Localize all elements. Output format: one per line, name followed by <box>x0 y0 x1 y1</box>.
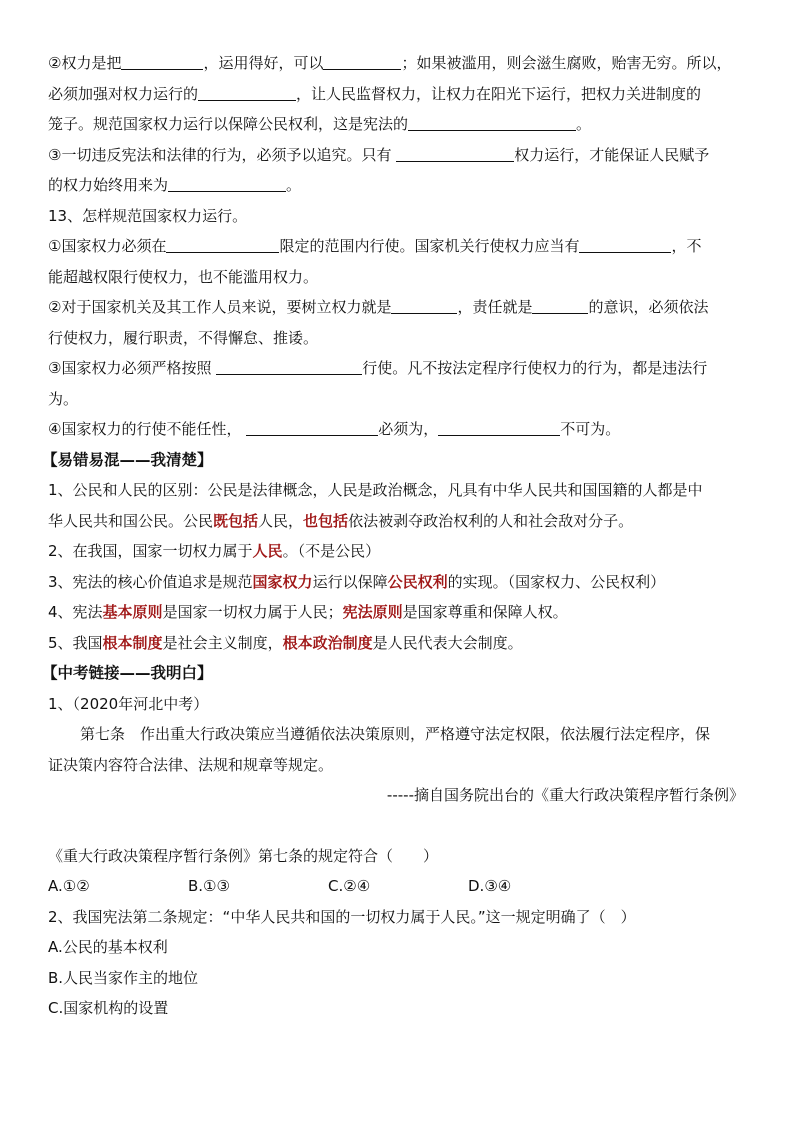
quote-text: 第七条 作出重大行政决策应当遵循依法决策原则，严格遵守法定权限，依法履行法定程序，保 <box>80 725 711 743</box>
text: 限定的范围内行使。国家机关行使权力应当有 <box>279 237 580 255</box>
answer-blank[interactable] <box>246 418 378 436</box>
text: 的权力始终用来为 <box>48 176 169 194</box>
highlight-text: 国家权力 <box>252 572 313 591</box>
option-c[interactable]: C.国家机构的设置 <box>48 999 169 1017</box>
text: 人民， <box>258 511 304 530</box>
fill-line <box>48 109 748 140</box>
highlight-text: 也包括 <box>303 511 349 530</box>
text: 3、宪法的核心价值追求是规范 <box>48 572 253 591</box>
answer-blank[interactable] <box>438 418 560 436</box>
quote-text: 证决策内容符合法律、法规和规章等规定。 <box>48 755 334 774</box>
fill-line <box>48 353 748 384</box>
text: 。（不是公民） <box>282 542 381 560</box>
fill-line <box>48 140 748 171</box>
text: ③一切违反宪法和法律的行为，必须予以追究。只有 <box>48 145 397 164</box>
text: 。 <box>576 115 592 133</box>
text: ④国家权力的行使不能任性， <box>48 420 247 438</box>
answer-blank[interactable] <box>168 174 286 192</box>
text: 的实现。（国家权力、公民权利） <box>447 572 666 591</box>
text-line <box>48 536 748 567</box>
text-line <box>48 628 748 659</box>
text: ②权力是把 <box>48 54 122 72</box>
highlight-text: 人民 <box>252 542 283 560</box>
section-heading-exam: 【中考链接——我明白】 <box>42 664 213 682</box>
option-row <box>48 871 748 902</box>
text: ③国家权力必须严格按照 <box>48 359 217 377</box>
text-line <box>48 506 748 537</box>
text: 。 <box>286 176 302 194</box>
highlight-text: 公民权利 <box>387 572 448 591</box>
answer-blank[interactable] <box>579 235 671 253</box>
highlight-text: 根本制度 <box>102 633 163 652</box>
question-stem: 《重大行政决策程序暂行条例》第七条的规定符合（ ） <box>48 846 439 865</box>
question-number: 1、（2020年河北中考） <box>48 694 209 713</box>
option-a[interactable]: A.公民的基本权利 <box>48 938 168 956</box>
text: 必须加强对权力运行的 <box>48 84 199 103</box>
text: 华人民共和国公民。公民 <box>48 511 214 530</box>
answer-blank[interactable] <box>166 235 279 253</box>
text: 5、我国 <box>48 633 103 652</box>
fill-line <box>48 170 748 201</box>
worksheet-page <box>42 48 748 1024</box>
text-line <box>48 597 748 628</box>
text: ，不 <box>671 237 702 255</box>
fill-line <box>48 414 748 445</box>
answer-blank[interactable] <box>121 52 203 70</box>
option-c[interactable]: C.②④ <box>328 877 371 895</box>
text-line: 1、公民和人民的区别：公民是法律概念，人民是政治概念，凡具有中华人民共和国国籍的人都是中 <box>48 481 703 499</box>
answer-blank[interactable] <box>408 113 576 131</box>
answer-blank[interactable] <box>391 296 457 314</box>
fill-line <box>48 79 748 110</box>
text: 行使。凡不按法定程序行使权力的行为，都是违法行 <box>362 359 708 377</box>
text: 依法被剥夺政治权利的人和社会敌对分子。 <box>348 511 634 530</box>
spacer <box>48 811 748 841</box>
fill-line <box>48 231 748 262</box>
text-line: 行使权力，履行职责，不得懈怠、推诿。 <box>48 328 319 347</box>
text: 是人民代表大会制度。 <box>372 633 523 652</box>
answer-blank[interactable] <box>216 357 362 375</box>
text: ；如果被滥用，则会滋生腐败，贻害无穷。所以， <box>401 54 732 72</box>
highlight-text: 宪法原则 <box>342 603 403 621</box>
text: ，运用得好，可以 <box>203 54 324 72</box>
text-line: 能超越权限行使权力，也不能滥用权力。 <box>48 267 319 286</box>
text: 运行以保障 <box>312 572 388 591</box>
text: 权力运行，才能保证人民赋予 <box>514 145 710 164</box>
text-line: 为。 <box>48 389 79 408</box>
fill-line <box>48 48 748 79</box>
text: ②对于国家机关及其工作人员来说，要树立权力就是 <box>48 298 392 316</box>
text: ，让人民监督权力，让权力在阳光下运行，把权力关进制度的 <box>296 84 702 103</box>
text: 是国家尊重和保障人权。 <box>402 603 568 621</box>
option-a[interactable]: A.①② <box>48 877 90 895</box>
text-line <box>48 567 748 598</box>
question-title: 13、怎样规范国家权力运行。 <box>48 206 248 225</box>
highlight-text: 根本政治制度 <box>282 633 373 652</box>
section-heading-mistakes: 【易错易混——我清楚】 <box>42 450 213 469</box>
answer-blank[interactable] <box>532 296 588 314</box>
text: ，责任就是 <box>457 298 533 316</box>
question-stem: 2、我国宪法第二条规定：“中华人民共和国的一切权力属于人民。”这一规定明确了（ ） <box>48 907 636 926</box>
text: 必须为， <box>378 420 439 438</box>
option-b[interactable]: B.人民当家作主的地位 <box>48 968 199 987</box>
highlight-text: 基本原则 <box>102 603 163 621</box>
text: 是国家一切权力属于人民； <box>162 603 343 621</box>
answer-blank[interactable] <box>323 52 401 70</box>
text: 的意识，必须依法 <box>588 298 709 316</box>
text: 4、宪法 <box>48 603 103 621</box>
text: ①国家权力必须在 <box>48 237 167 255</box>
fill-line <box>48 292 748 323</box>
text: 不可为。 <box>560 420 621 438</box>
option-d[interactable]: D.③④ <box>468 877 512 895</box>
option-b[interactable]: B.①③ <box>188 877 230 895</box>
text: 2、在我国，国家一切权力属于 <box>48 542 253 560</box>
answer-blank[interactable] <box>198 83 296 101</box>
text: 笼子。规范国家权力运行以保障公民权利，这是宪法的 <box>48 115 409 133</box>
highlight-text: 既包括 <box>213 511 259 530</box>
text: 是社会主义制度， <box>162 633 283 652</box>
quote-source: -----摘自国务院出台的《重大行政决策程序暂行条例》 <box>386 786 744 804</box>
answer-blank[interactable] <box>396 144 514 162</box>
